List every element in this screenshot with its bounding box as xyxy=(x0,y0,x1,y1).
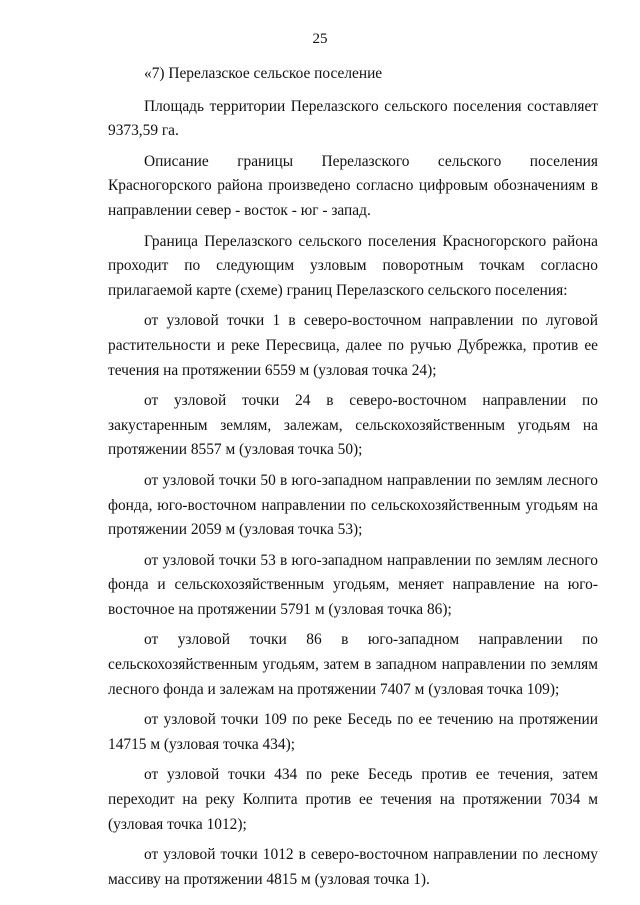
boundary-segment-paragraph: от узловой точки 1 в северо-восточном направлении по луговой растительности и реке Пересвица, далее по ручью Дубрежка, против ее течения на протяжении 6559 м (узловая точка 24); xyxy=(108,312,598,379)
boundary-intro-paragraph: Граница Перелазского сельского поселения Красногорского района проходит по следующим узловым поворотным точкам согласно прилагаемой карте (схеме) границ Перелазского сельского поселения: xyxy=(108,232,598,299)
boundary-segment-paragraph: от узловой точки 24 в северо-восточном направлении по закустаренным землям, залежам, сельскохозяйственным угодьям на протяжении 8557 м (узловая точка 50); xyxy=(108,392,598,459)
boundary-segment-paragraph: от узловой точки 53 в юго-западном направлении по землям лесного фонда и сельскохозяйственным угодьям, меняет направление на юго-восточное на протяжении 5791 м (узловая точка 86); xyxy=(108,551,598,618)
boundary-segment-paragraph: от узловой точки 109 по реке Беседь по ее течению на протяжении 14715 м (узловая точка 434); xyxy=(108,711,598,753)
document-body xyxy=(108,62,598,898)
boundary-segment-paragraph: от узловой точки 434 по реке Беседь против ее течения, затем переходит на реку Колпита против ее течения на протяжении 7034 м (узловая точка 1012); xyxy=(108,766,598,833)
area-paragraph: Площадь территории Перелазского сельского поселения составляет 9373,59 га. xyxy=(108,97,598,140)
boundary-segment-paragraph: от узловой точки 1012 в северо-восточном направлении по лесному массиву на протяжении 4815 м (узловая точка 1). xyxy=(108,846,598,888)
section-heading: «7) Перелазское сельское поселение xyxy=(144,65,383,82)
page-number: 25 xyxy=(312,31,328,47)
boundary-segment-paragraph: от узловой точки 50 в юго-западном направлении по землям лесного фонда, юго-восточном направлении по сельскохозяйственным угодьям на протяжении 2059 м (узловая точка 53); xyxy=(108,471,598,539)
boundary-segment-paragraph: от узловой точки 86 в юго-западном направлении по сельскохозяйственным угодьям, затем в западном направлении по землям лесного фонда и залежам на протяжении 7407 м (узловая точка 109); xyxy=(108,631,598,698)
description-paragraph: Описание границы Перелазского сельского поселения Красногорского района произведено согласно цифровым обозначениям в направлении север - восток - юг - запад. xyxy=(108,152,598,219)
